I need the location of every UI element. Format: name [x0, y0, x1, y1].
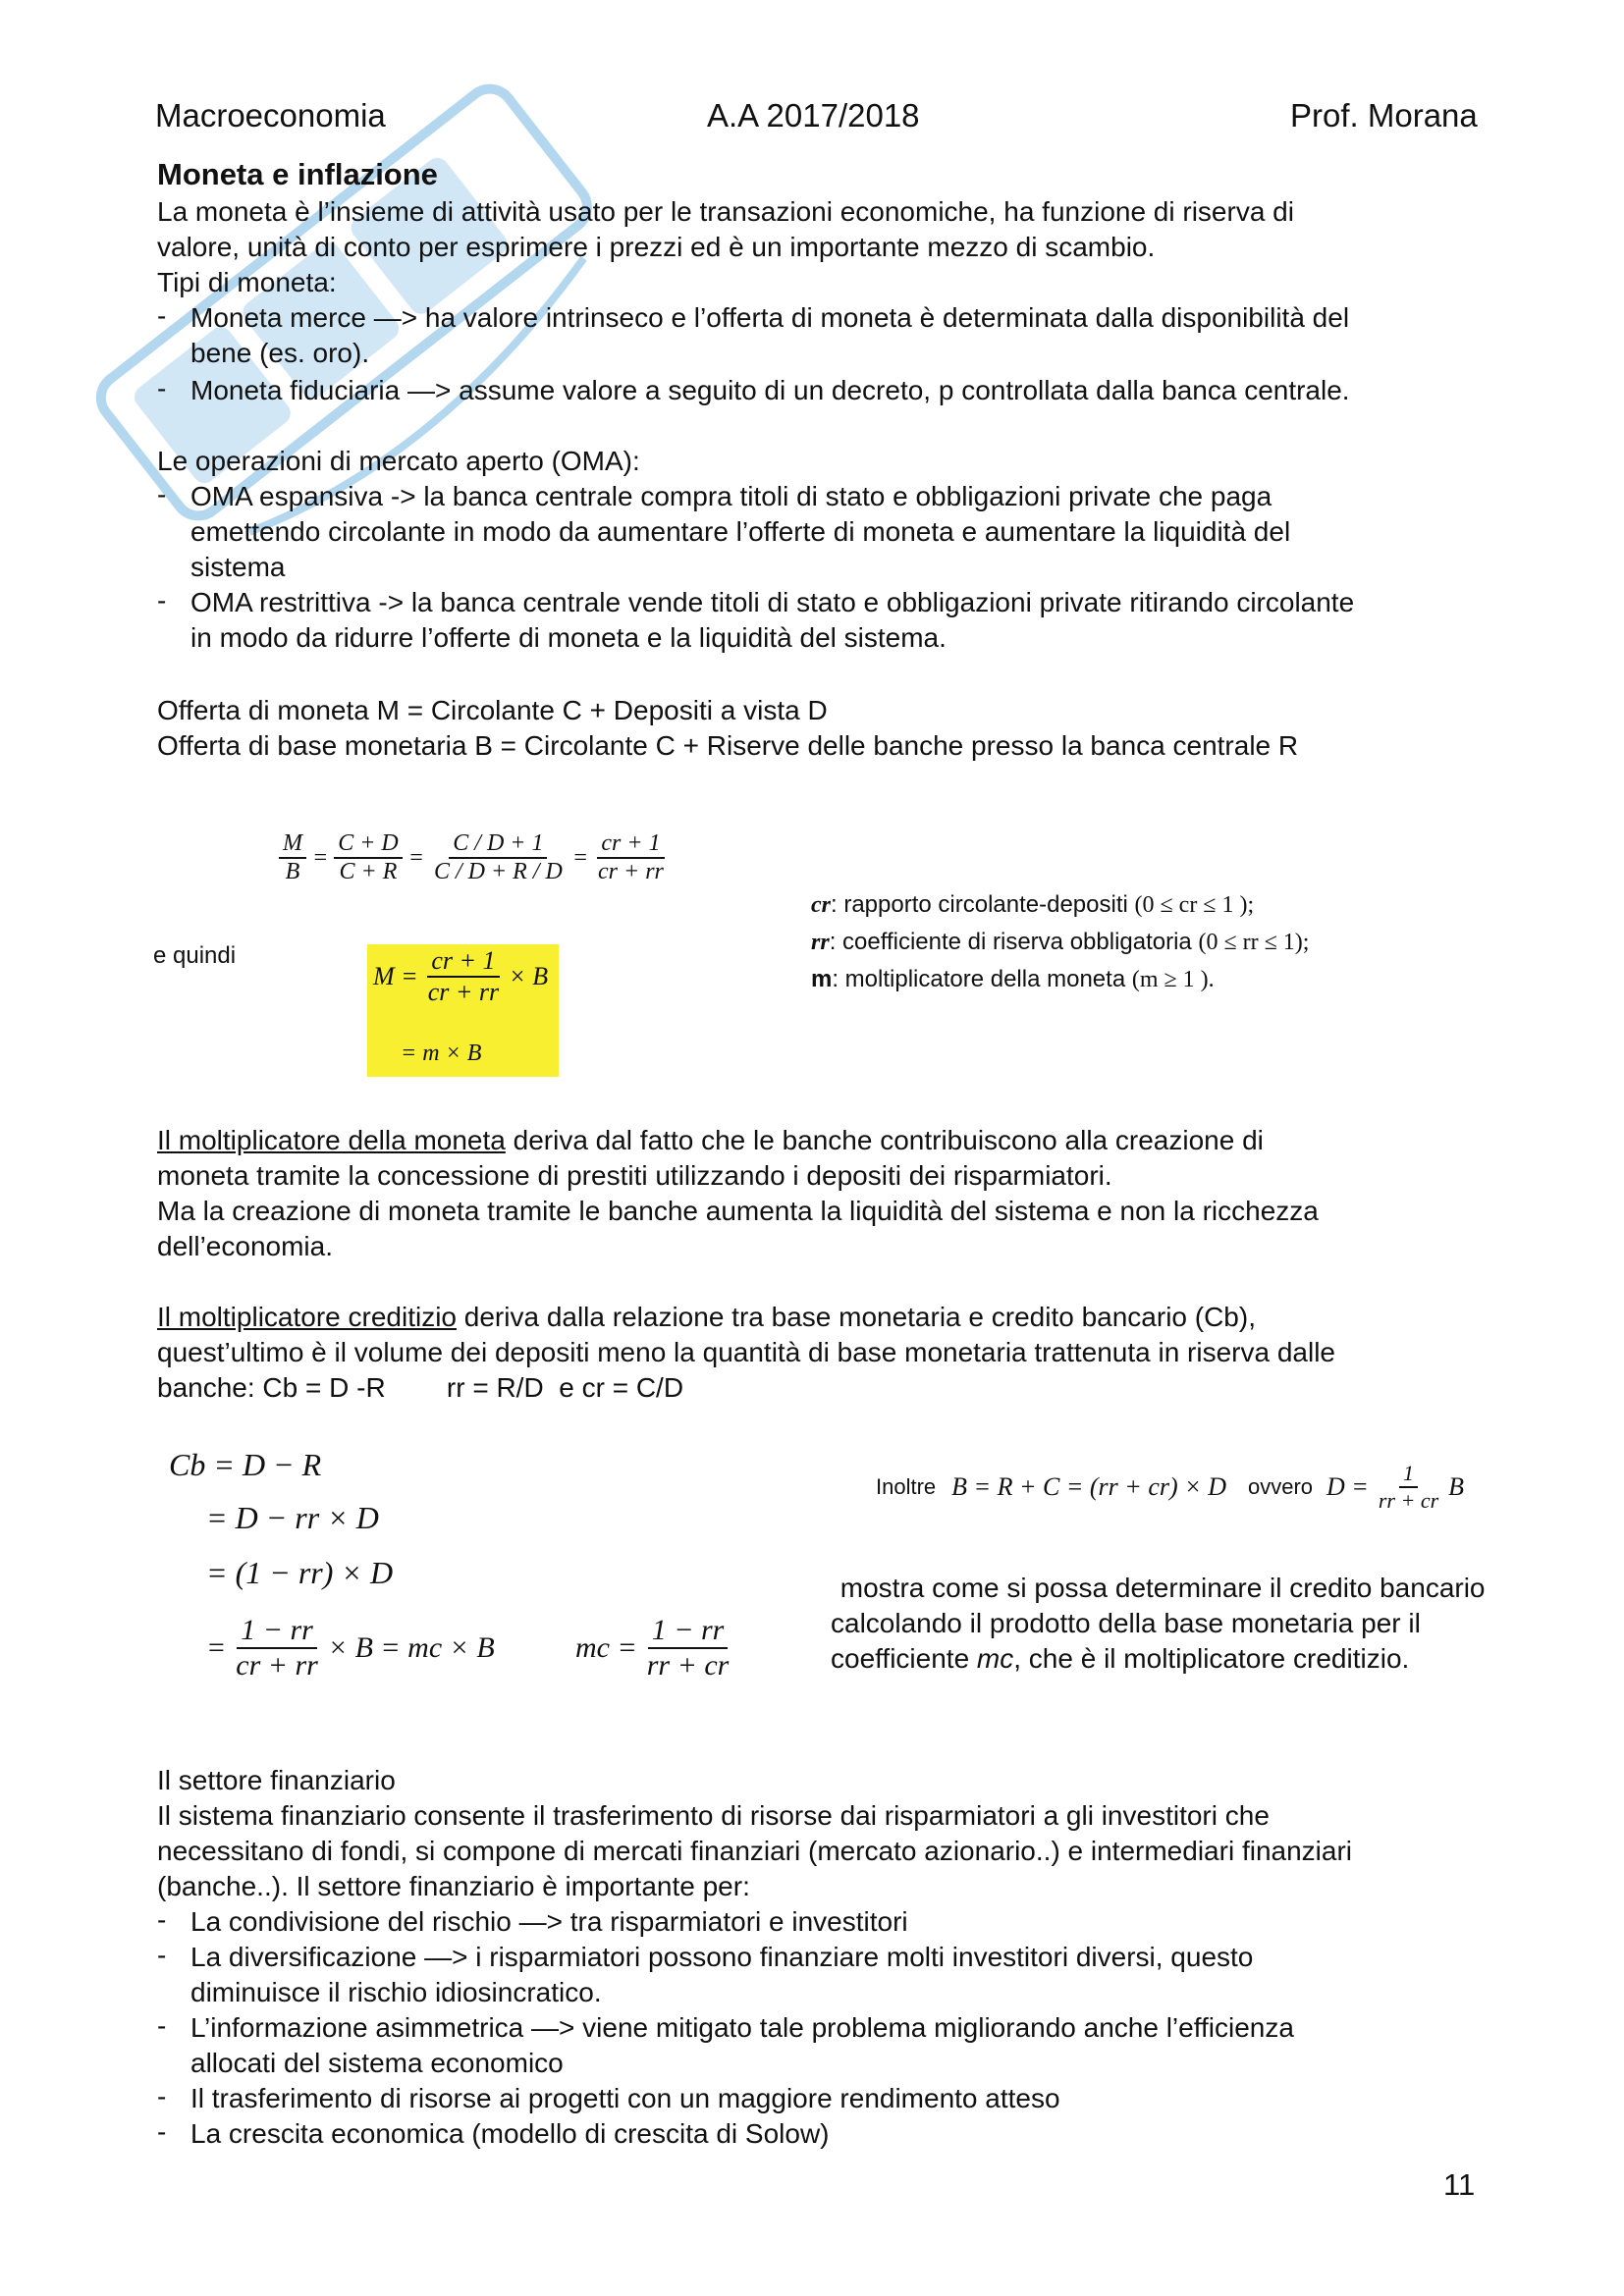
boxed-lhs: M =	[373, 962, 418, 990]
legend-key: cr	[811, 892, 831, 918]
cb-line-4-tail: × B = mc × B	[327, 1631, 495, 1664]
intro-line: valore, unità di conto per esprimere i prezzi ed è un importante mezzo di scambio.	[157, 232, 1156, 262]
frac-num: 1	[1399, 1461, 1418, 1488]
paragraph-line: (banche..). Il settore finanziario è importante per:	[157, 1871, 750, 1901]
legend-item	[811, 925, 1309, 960]
frac-den: cr + rr	[427, 978, 500, 1006]
frac-den: C / D + R / D	[433, 859, 563, 884]
equals-sign: =	[206, 1631, 227, 1664]
paragraph-text: deriva dal fatto che le banche contribuiscono alla creazione di	[505, 1125, 1264, 1155]
cb-line-1: Cb = D − R	[169, 1447, 322, 1482]
legend-cond: (0 ≤ rr ≤ 1);	[1198, 930, 1310, 955]
bullet-dash: -	[157, 479, 167, 509]
list-item: Il trasferimento di risorse ai progetti con un maggiore rendimento atteso	[190, 2083, 1060, 2113]
paragraph-text: deriva dalla relazione tra base monetaria e credito bancario (Cb),	[457, 1302, 1256, 1332]
section-title: Moneta e inflazione	[157, 157, 438, 191]
paragraph-line	[157, 1123, 1264, 1158]
boxed-tail: × B	[509, 962, 549, 990]
bullet-dash: -	[157, 300, 167, 331]
list-item: allocati del sistema economico	[190, 2048, 564, 2078]
bullet-dash: -	[157, 2081, 167, 2111]
equals-sign: =	[407, 844, 424, 871]
paragraph-line: dell’economia.	[157, 1231, 333, 1261]
paragraph-text: , che è il moltiplicatore creditizio.	[1013, 1643, 1410, 1674]
header-year: A.A 2017/2018	[707, 97, 920, 133]
paragraph-line: calcolando il prodotto della base monetaria per il	[831, 1608, 1421, 1638]
equals-sign: =	[312, 844, 329, 871]
subsection-title: Il settore finanziario	[157, 1765, 396, 1795]
list-item: in modo da ridurre l’offerte di moneta e la liquidità del sistema.	[190, 622, 947, 653]
formula-boxed	[373, 946, 548, 1007]
offer-line: Offerta di moneta M = Circolante C + Depositi a vista D	[157, 695, 828, 725]
ovvero-label: ovvero	[1247, 1474, 1314, 1499]
inoltre-expr: B = R + C = (rr + cr) × D	[951, 1472, 1226, 1501]
equals-sign: =	[571, 844, 589, 871]
list-item: Moneta fiduciaria —> assume valore a seguito di un decreto, p controllata dalla banca centrale.	[190, 375, 1350, 405]
legend-item	[811, 962, 1215, 997]
paragraph-line: banche: Cb = D -R rr = R/D e cr = C/D	[157, 1372, 684, 1403]
list-item: Moneta merce —> ha valore intrinseco e l’offerta di moneta è determinata dalla disponibilità del	[190, 302, 1350, 333]
inoltre-formula	[876, 1461, 1464, 1514]
list-item: OMA espansiva -> la banca centrale compra titoli di stato e obbligazioni private che paga	[190, 481, 1272, 511]
bullet-dash: -	[157, 373, 167, 403]
cb-line-3: = (1 − rr) × D	[206, 1555, 394, 1590]
paragraph-line: Ma la creazione di moneta tramite le banche aumenta la liquidità del sistema e non la ricchezza	[157, 1196, 1319, 1226]
offer-line: Offerta di base monetaria B = Circolante C + Riserve delle banche presso la banca centrale R	[157, 730, 1299, 761]
formula-money-base	[273, 830, 674, 885]
legend-key: m	[811, 966, 833, 992]
paragraph-line: mostra come si possa determinare il credito bancario	[833, 1573, 1486, 1603]
cb-line-4	[206, 1614, 495, 1682]
d-lhs: D =	[1326, 1472, 1369, 1501]
list-item: diminuisce il rischio idiosincratico.	[190, 1977, 602, 2007]
e-quindi-label: e quindi	[153, 942, 237, 969]
bullet-dash: -	[157, 585, 167, 615]
oma-title: Le operazioni di mercato aperto (OMA):	[157, 446, 640, 476]
frac-num: 1 − rr	[648, 1614, 729, 1649]
d-tail: B	[1448, 1472, 1465, 1501]
frac-num: C / D + 1	[449, 830, 547, 859]
inoltre-label: Inoltre	[876, 1474, 937, 1499]
list-item: OMA restrittiva -> la banca centrale vende titoli di stato e obbligazioni private ritirando circolante	[190, 587, 1355, 617]
legend-text: : rapporto circolante-depositi	[831, 891, 1135, 918]
list-item: La diversificazione —> i risparmiatori possono finanziare molti investitori diversi, questo	[190, 1942, 1254, 1972]
bullet-dash: -	[157, 2010, 167, 2041]
bullet-dash: -	[157, 2116, 167, 2147]
cb-line-2: = D − rr × D	[206, 1500, 379, 1535]
frac-num: 1 − rr	[237, 1614, 317, 1649]
header-professor: Prof. Morana	[1290, 97, 1478, 133]
paragraph-text: coefficiente	[831, 1643, 977, 1674]
paragraph-line: quest’ultimo è il volume dei depositi meno la quantità di base monetaria trattenuta in riserva dalle	[157, 1337, 1336, 1367]
mc-formula	[575, 1614, 738, 1682]
emphasis: mc	[976, 1643, 1014, 1674]
bullet-dash: -	[157, 1904, 167, 1935]
paragraph-line: Il sistema finanziario consente il trasferimento di risorse dai risparmiatori a gli investitori che	[157, 1800, 1270, 1831]
term-underlined: Il moltiplicatore della moneta	[157, 1125, 506, 1155]
list-item: La crescita economica (modello di crescita di Solow)	[190, 2118, 830, 2149]
list-item: La condivisione del rischio —> tra risparmiatori e investitori	[190, 1906, 908, 1937]
frac-num: cr + 1	[597, 830, 664, 859]
frac-num: M	[279, 830, 306, 859]
legend-text: : coefficiente di riserva obbligatoria	[829, 929, 1199, 955]
frac-num: C + D	[334, 830, 403, 859]
frac-den: B	[285, 859, 300, 884]
list-item: bene (es. oro).	[190, 338, 370, 368]
paragraph-line	[831, 1641, 1409, 1677]
bullet-dash: -	[157, 1940, 167, 1970]
legend-cond: (m ≥ 1 ).	[1131, 967, 1215, 992]
page-number: 11	[1443, 2167, 1476, 2202]
legend-key: rr	[811, 930, 830, 955]
frac-den: C + R	[339, 859, 398, 884]
legend-cond: (0 ≤ cr ≤ 1 );	[1134, 892, 1255, 918]
intro-line: La moneta è l’insieme di attività usato per le transazioni economiche, ha funzione di riserva di	[157, 196, 1294, 227]
header-subject: Macroeconomia	[155, 97, 386, 133]
frac-den: rr + cr	[646, 1649, 730, 1682]
paragraph-line: necessitano di fondi, si compone di mercati finanziari (mercato azionario..) e intermediari finanziari	[157, 1836, 1353, 1866]
list-item: L’informazione asimmetrica —> viene mitigato tale problema migliorando anche l’efficienza	[190, 2012, 1294, 2043]
frac-den: cr + rr	[236, 1649, 318, 1682]
frac-den: cr + rr	[598, 859, 664, 884]
intro-line: Tipi di moneta:	[157, 267, 337, 297]
boxed-line2: = m × B	[401, 1041, 482, 1066]
legend-item	[811, 887, 1254, 923]
mc-lhs: mc =	[575, 1631, 637, 1664]
list-item: sistema	[190, 552, 286, 582]
paragraph-line: moneta tramite la concessione di prestiti utilizzando i depositi dei risparmiatori.	[157, 1160, 1112, 1191]
term-underlined: Il moltiplicatore creditizio	[157, 1302, 457, 1332]
list-item: emettendo circolante in modo da aumentare l’offerte di moneta e aumentare la liquidità del	[190, 516, 1291, 547]
legend-text: : moltiplicatore della moneta	[832, 966, 1132, 992]
frac-num: cr + 1	[427, 946, 499, 978]
frac-den: rr + cr	[1378, 1488, 1439, 1513]
paragraph-line	[157, 1300, 1256, 1335]
